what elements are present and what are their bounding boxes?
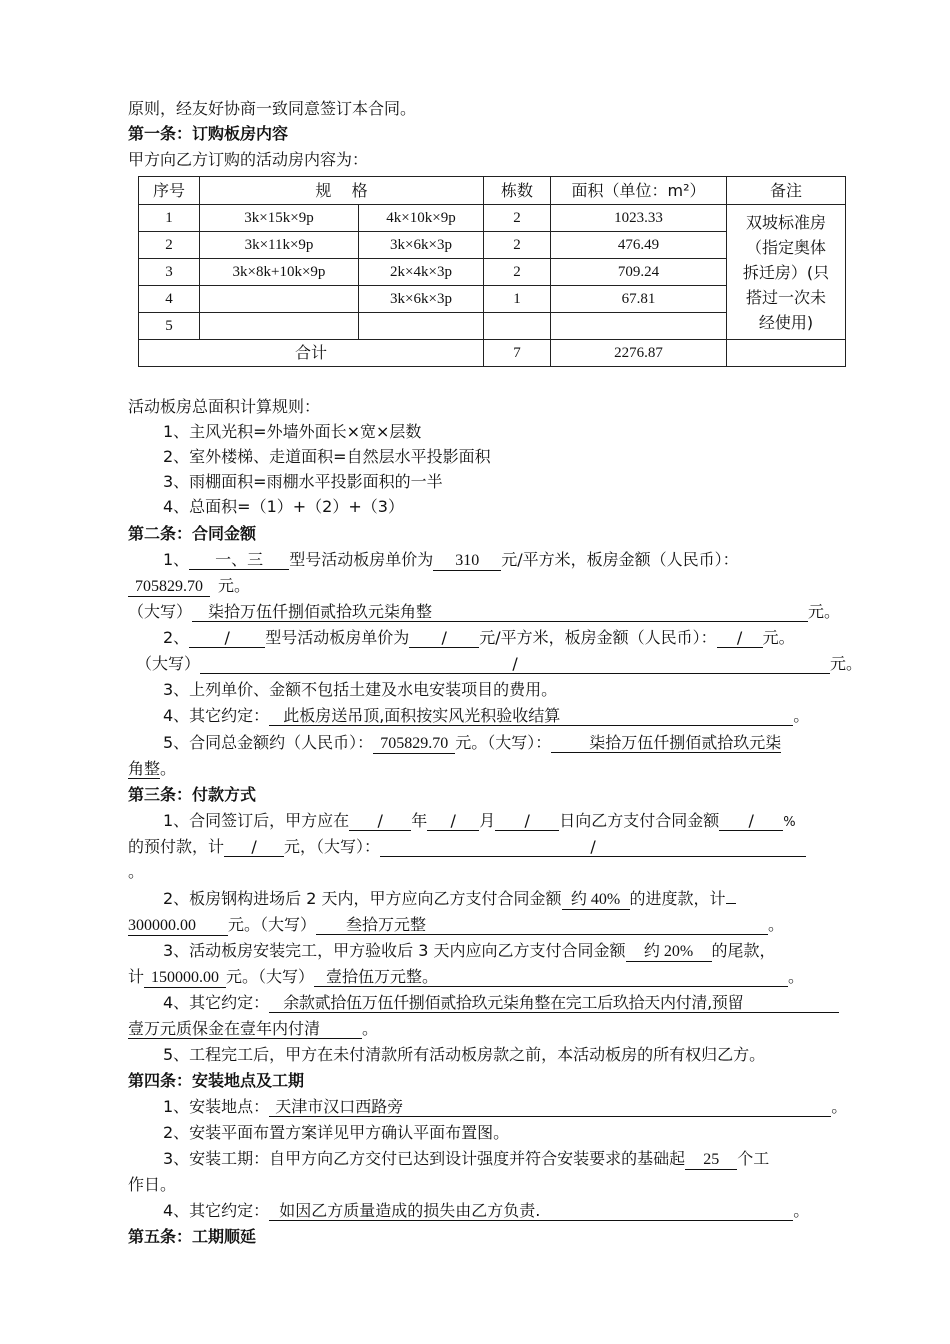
art3-clause-3 [163, 940, 776, 962]
clause-text: 元。（大写） [226, 967, 315, 986]
clause-text: 元。（大写）： [455, 733, 552, 752]
article-3-title: 第三条：付款方式 [128, 785, 257, 804]
clause-text: 。 [768, 915, 785, 934]
clause-text: 。 [160, 759, 177, 778]
art3-clause-2 [163, 888, 736, 910]
field-unit-price: 310 [433, 551, 501, 571]
dx-label: （大写） [128, 602, 193, 621]
note-line: 经使用) [758, 312, 814, 332]
clause-prefix: 5、合同总金额约（人民币）： [163, 733, 374, 752]
clause-text: 3、活动板房安装完工，甲方验收后 3 天内应向乙方支付合同金额 [163, 941, 626, 960]
article-2-title: 第二条：合同金额 [128, 524, 257, 543]
note-line: 双坡标准房 [746, 212, 827, 232]
total-area: 2276.87 [551, 340, 727, 367]
row-area: 709.24 [551, 259, 727, 286]
field-percent: 约 40% [562, 890, 630, 910]
header-spec: 规 格 [200, 177, 484, 205]
field-amount-words: 壹拾伍万元整。 [314, 967, 788, 987]
field-amount: 300000.00 [128, 916, 228, 936]
field-work-days: 25 [685, 1150, 737, 1170]
row-area [551, 313, 727, 340]
note-line: 搭过一次未 [746, 287, 827, 307]
art3-clause-4-line2 [128, 1018, 378, 1040]
art3-clause-2-line2 [128, 914, 784, 936]
art4-clause-4 [163, 1200, 809, 1222]
field-amount-words: / [200, 654, 830, 674]
row-spec2: 4k×10k×9p [359, 205, 484, 232]
clause-text: 计 [128, 967, 145, 986]
clause-text: 的尾款， [711, 941, 776, 960]
field-other-terms: 此板房送吊顶,面积按实风光积验收结算 [269, 706, 793, 726]
rule-item: 3、雨棚面积=雨棚水平投影面积的一半 [163, 472, 443, 491]
row-spec1: 3k×15k×9p [200, 205, 359, 232]
row-spec2: 3k×6k×3p [359, 232, 484, 259]
table-total-row [139, 340, 846, 367]
clause-text: 元。（大写） [228, 915, 317, 934]
clause-text: 元/平方米，板房金额（人民币）： [501, 550, 739, 569]
row-spec1 [200, 286, 359, 313]
art3-clause-1-line2 [128, 836, 806, 858]
row-no: 3 [139, 259, 200, 286]
clause-text: 型号活动板房单价为 [265, 628, 410, 647]
field-amount: 150000.00 [144, 968, 226, 988]
dx-label: （大写） [136, 654, 201, 673]
field-other-terms: 余款贰拾伍万伍仟捌佰贰拾玖元柒角整在完工后玖拾天内付清,预留 [269, 993, 839, 1013]
table-header-row [139, 177, 846, 205]
field-month: / [427, 811, 479, 831]
row-area: 1023.33 [551, 205, 727, 232]
clause-text: 。 [362, 1019, 379, 1038]
field-amount-words: 柒拾万伍仟捌佰贰拾玖元柒角整 [192, 602, 808, 622]
art3-clause-4 [163, 992, 839, 1014]
clause-prefix: 1、 [163, 550, 190, 569]
row-spec2 [359, 313, 484, 340]
note-line: （指定奥体 [746, 237, 827, 257]
rule-item: 1、主风光积=外墙外面长×宽×层数 [163, 422, 422, 441]
art2-clause-5-line2 [128, 758, 176, 780]
clause-text: 。 [793, 706, 810, 725]
note-line: 拆迁房）(只 [742, 262, 830, 282]
clause-prefix: 1、合同签订后，甲方应在 [163, 811, 350, 830]
rule-item: 2、室外楼梯、走道面积=自然层水平投影面积 [163, 447, 491, 466]
field-other-terms: 如因乙方质量造成的损失由乙方负责. [269, 1201, 793, 1221]
art3-clause-5: 5、工程完工后，甲方在未付清款所有活动板房款之前，本活动板房的所有权归乙方。 [163, 1045, 766, 1064]
field-amount-words: 叁拾万元整 [316, 915, 768, 935]
clause-text: 。 [788, 967, 805, 986]
table-row [139, 205, 846, 232]
clause-text: 的进度款，计 [629, 889, 726, 908]
clause-text: 3、安装工期：自甲方向乙方交付已达到设计强度并符合安装要求的基础起 [163, 1149, 686, 1168]
art2-clause-1-line2 [128, 575, 250, 597]
article-1-lead: 甲方向乙方订购的活动房内容为： [128, 150, 369, 169]
clause-text: 月 [479, 811, 496, 830]
field-other-terms-cont: 壹万元质保金在壹年内付清 [128, 1019, 362, 1039]
clause-prefix: 4、其它约定： [163, 993, 270, 1012]
art2-clause-1 [163, 549, 739, 571]
art2-clause-2 [163, 627, 795, 649]
clause-text: 。 [831, 1097, 848, 1116]
row-count [484, 313, 551, 340]
clause-text: 元。 [762, 628, 795, 647]
field-year: / [349, 811, 411, 831]
clause-prefix: 1、安装地点： [163, 1097, 270, 1116]
article-5-title: 第五条：工期顺延 [128, 1227, 257, 1246]
field-type: 一、三 [189, 550, 289, 570]
field-day: / [495, 811, 559, 831]
field-total-amount: 705829.70 [373, 734, 455, 754]
row-spec1 [200, 313, 359, 340]
clause-text: 年 [411, 811, 428, 830]
row-spec1: 3k×11k×9p [200, 232, 359, 259]
row-count: 2 [484, 232, 551, 259]
row-no: 1 [139, 205, 200, 232]
clause-prefix: 4、其它约定： [163, 706, 270, 725]
clause-text: 元。 [808, 602, 841, 621]
art3-clause-1 [163, 810, 796, 834]
art3-clause-1-end: 。 [128, 862, 145, 881]
clause-prefix: 2、 [163, 628, 190, 647]
clause-text: 元，（大写）： [284, 837, 381, 856]
clause-text: 个工 [737, 1149, 770, 1168]
art2-clause-3: 3、上列单价、金额不包括土建及水电安装项目的费用。 [163, 680, 558, 699]
header-no: 序号 [139, 177, 200, 205]
row-spec2: 2k×4k×3p [359, 259, 484, 286]
total-label: 合计 [139, 340, 484, 367]
row-no: 5 [139, 313, 200, 340]
clause-text: 元/平方米，板房金额（人民币）： [479, 628, 717, 647]
field-percent: 约 20% [626, 942, 712, 962]
field-type: / [189, 628, 265, 648]
art4-clause-3 [163, 1148, 769, 1170]
row-no: 4 [139, 286, 200, 313]
header-count: 栋数 [484, 177, 551, 205]
row-count: 1 [484, 286, 551, 313]
row-count: 2 [484, 205, 551, 232]
art2-clause-5 [163, 732, 781, 754]
art3-clause-3-line2 [128, 966, 804, 988]
header-area: 面积（单位：m²） [551, 177, 727, 205]
field-amount-words: / [380, 837, 806, 857]
row-spec1: 3k×8k+10k×9p [200, 259, 359, 286]
clause-text: 元。 [218, 576, 251, 595]
clause-text: 。 [793, 1201, 810, 1220]
order-table [138, 176, 846, 367]
field-percent: / [719, 811, 783, 831]
clause-text: 元。 [830, 654, 863, 673]
clause-text: 日向乙方支付合同金额 [559, 811, 720, 830]
field-amount: / [224, 837, 284, 857]
field-total-words-cont: 角整 [128, 759, 161, 778]
total-note [727, 340, 846, 367]
art4-clause-2: 2、安装平面布置方案详见甲方确认平面布置图。 [163, 1123, 510, 1142]
art4-clause-1 [163, 1096, 847, 1118]
clause-prefix: 4、其它约定： [163, 1201, 270, 1220]
field-unit-price: / [409, 628, 479, 648]
clause-text: 型号活动板房单价为 [289, 550, 434, 569]
article-4-title: 第四条：安装地点及工期 [128, 1071, 305, 1090]
intro-text: 原则，经友好协商一致同意签订本合同。 [128, 99, 417, 118]
rule-item: 4、总面积=（1）+（2）+（3） [163, 497, 404, 516]
field-install-location: 天津市汉口西路旁 [269, 1097, 831, 1117]
row-area: 67.81 [551, 286, 727, 313]
article-1-title: 第一条：订购板房内容 [128, 124, 289, 143]
total-count: 7 [484, 340, 551, 367]
art2-clause-2-dx [136, 653, 862, 675]
field-amount: 705829.70 [128, 577, 210, 597]
row-no: 2 [139, 232, 200, 259]
rules-title: 活动板房总面积计算规则： [128, 397, 321, 416]
table-note-cell [727, 205, 846, 340]
field-amount: / [717, 628, 763, 648]
row-spec2: 3k×6k×3p [359, 286, 484, 313]
art4-clause-3-line2: 作日。 [128, 1175, 177, 1194]
header-note: 备注 [727, 177, 846, 205]
clause-text: % [783, 815, 796, 830]
field-total-words: 柒拾万伍仟捌佰贰拾玖元柒 [551, 733, 781, 753]
art2-clause-4 [163, 705, 809, 727]
clause-text: 2、板房钢构进场后 2 天内，甲方应向乙方支付合同金额 [163, 889, 562, 908]
row-count: 2 [484, 259, 551, 286]
clause-text: 的预付款，计 [128, 837, 225, 856]
field-blank [726, 903, 736, 904]
art2-clause-1-dx [128, 601, 840, 623]
row-area: 476.49 [551, 232, 727, 259]
